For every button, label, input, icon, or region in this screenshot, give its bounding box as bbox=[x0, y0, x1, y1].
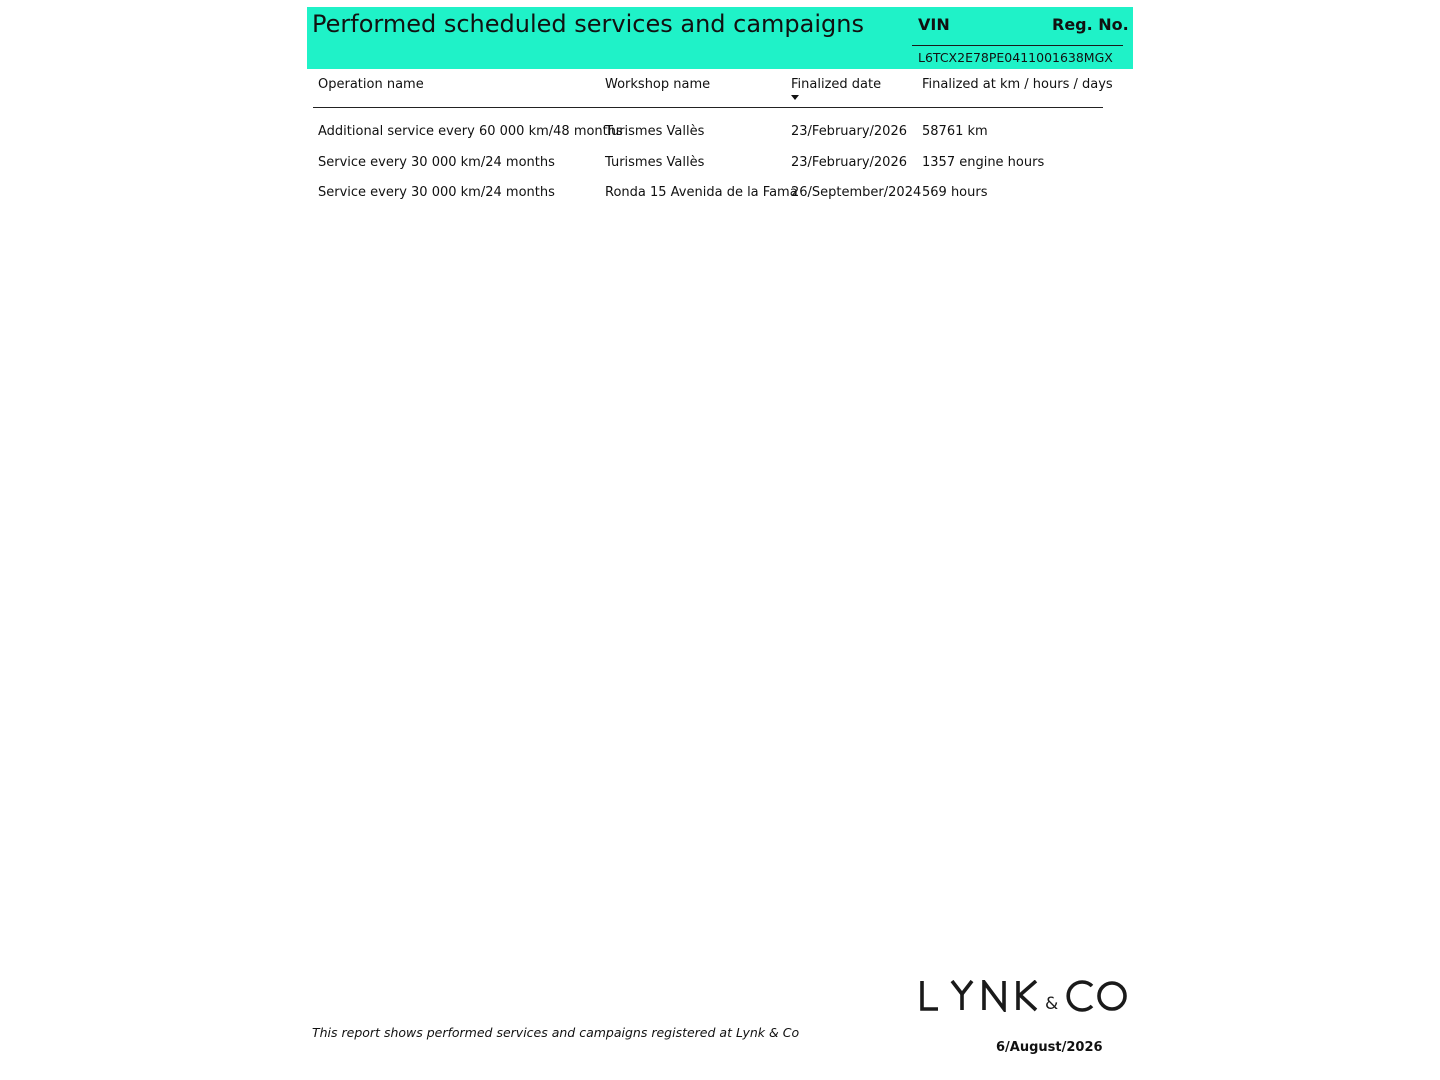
svg-text:&: & bbox=[1045, 994, 1059, 1012]
operation-name-cell: Additional service every 60 000 km/48 months bbox=[318, 124, 623, 139]
column-header-workshop-name[interactable]: Workshop name bbox=[605, 77, 711, 92]
operation-name-cell: Service every 30 000 km/24 months bbox=[318, 154, 555, 170]
table-row bbox=[313, 177, 1103, 208]
workshop-name-cell: Turismes Vallès bbox=[605, 124, 705, 139]
table-row bbox=[313, 147, 1103, 178]
finalized-at-cell: 1357 engine hours bbox=[922, 154, 1045, 170]
column-header-operation-name[interactable]: Operation name bbox=[318, 77, 424, 92]
column-header-finalized-at[interactable]: Finalized at km / hours / days bbox=[922, 77, 1113, 92]
vehicle-info bbox=[912, 7, 1129, 69]
services-table bbox=[313, 70, 1113, 208]
page-title: Performed scheduled services and campaigns bbox=[312, 10, 864, 38]
vehicle-info-header bbox=[912, 7, 1129, 46]
finalized-at-cell: 569 hours bbox=[922, 185, 988, 200]
table-header bbox=[313, 70, 1113, 108]
lynk-co-logo bbox=[920, 980, 1130, 1012]
workshop-name-cell: Ronda 15 Avenida de la Fama bbox=[605, 185, 798, 200]
reg-no-value: 1638MGX bbox=[1052, 50, 1113, 65]
vin-value: L6TCX2E78PE041100 bbox=[918, 50, 1053, 65]
finalized-date-cell: 23/February/2026 bbox=[791, 124, 907, 139]
table-row bbox=[313, 116, 1103, 147]
table-body bbox=[313, 116, 1103, 208]
column-header-finalized-date-label: Finalized date bbox=[791, 77, 882, 92]
report-header bbox=[307, 7, 1133, 69]
report-date: 6/August/2026 bbox=[996, 1040, 1103, 1055]
vin-label: VIN bbox=[918, 15, 950, 34]
reg-no-label: Reg. No. bbox=[1052, 15, 1129, 34]
finalized-at-cell: 58761 km bbox=[922, 124, 988, 139]
finalized-date-cell: 23/February/2026 bbox=[791, 154, 907, 170]
workshop-name-cell: Turismes Vallès bbox=[605, 154, 705, 170]
operation-name-cell: Service every 30 000 km/24 months bbox=[318, 185, 555, 200]
column-header-finalized-date[interactable] bbox=[791, 77, 881, 92]
sort-descending-icon bbox=[791, 95, 799, 100]
report-footnote: This report shows performed services and campaigns registered at Lynk & Co bbox=[312, 1025, 800, 1040]
finalized-date-cell: 26/September/2024 bbox=[791, 185, 922, 200]
